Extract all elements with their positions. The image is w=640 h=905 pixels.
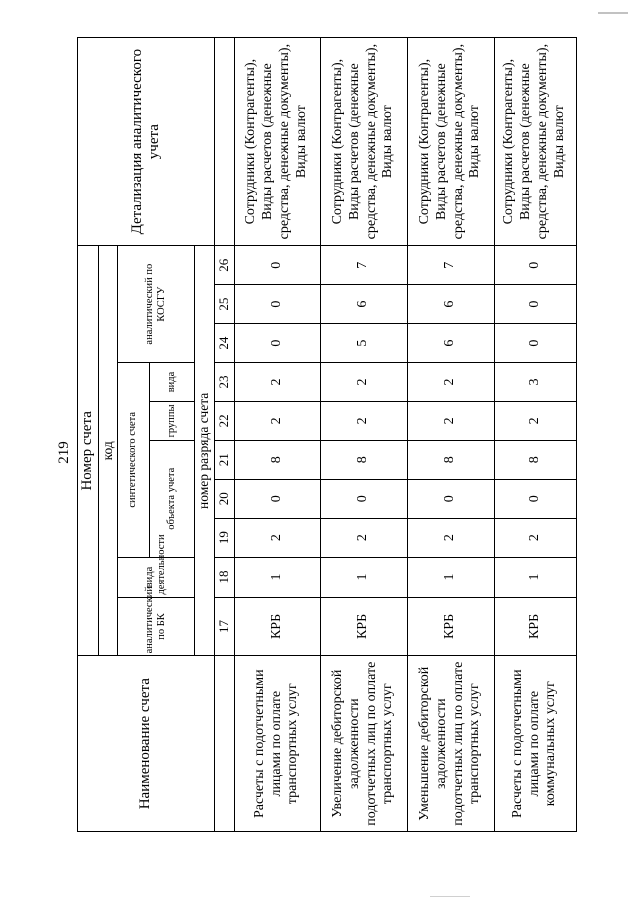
row-d19: 2 [494,518,576,557]
row-d18: 1 [234,557,320,597]
row-d25: 6 [407,285,494,324]
row-d18: 1 [494,557,576,597]
row-d19: 2 [320,518,407,557]
row-detail: Сотрудники (Контрагенты), Виды расчетов (денежные средства, денежные документы), Виды валют [494,38,576,246]
header-analytic-kosgu: аналитический по КОСГУ [117,246,194,363]
row-d20: 0 [320,479,407,518]
row-account-name: Уменьшение дебиторской задолженности подотчетных лиц по оплате транспортных услуг [407,656,494,832]
row-d19: 2 [407,518,494,557]
row-d22: 2 [407,401,494,440]
page-number-text: 219 [55,440,72,464]
header-analytic-bk: аналитический по БК [117,597,194,656]
accounts-table-frame [77,37,567,832]
row-d26: 7 [320,246,407,285]
row-d21: 8 [234,440,320,479]
row-d21: 8 [494,440,576,479]
row-d18: 1 [407,557,494,597]
digit-blank-right [214,38,234,246]
row-bk: КРБ [407,597,494,656]
digit-19: 19 [214,518,234,557]
row-d26: 0 [234,246,320,285]
row-d26: 7 [407,246,494,285]
row-account-name: Расчеты с подотчетными лицами по оплате транспортных услуг [234,656,320,832]
header-code: код [99,246,118,656]
header-account-name: Наименование счета [78,656,215,832]
row-d23: 2 [320,363,407,402]
row-d22: 2 [234,401,320,440]
row-detail: Сотрудники (Контрагенты), Виды расчетов (денежные средства, денежные документы), Виды валют [234,38,320,246]
row-d24: 0 [234,324,320,363]
header-synthetic: синтетического счета [117,363,149,558]
row-d25: 0 [494,285,576,324]
table-row [494,38,576,832]
digit-blank-left [214,656,234,832]
row-d21: 8 [407,440,494,479]
row-d23: 2 [407,363,494,402]
accounts-table-rotated [77,37,567,832]
digit-17: 17 [214,597,234,656]
header-analytics-detail: Детализация аналитического учета [78,38,215,246]
header-activity-type: вида деятельности [117,557,194,597]
row-account-name: Расчеты с подотчетными лицами по оплате коммунальных услуг [494,656,576,832]
row-d23: 3 [494,363,576,402]
digit-23: 23 [214,363,234,402]
row-d20: 0 [494,479,576,518]
digit-20: 20 [214,479,234,518]
table-row [320,38,407,832]
digit-numbers-row [214,38,234,832]
row-bk: КРБ [494,597,576,656]
digit-26: 26 [214,246,234,285]
row-detail: Сотрудники (Контрагенты), Виды расчетов (денежные средства, денежные документы), Виды валют [320,38,407,246]
page-number [54,442,74,462]
row-d22: 2 [320,401,407,440]
digit-24: 24 [214,324,234,363]
digit-25: 25 [214,285,234,324]
row-d24: 6 [407,324,494,363]
header-account-object: объекта учета [149,440,194,557]
row-d21: 8 [320,440,407,479]
digit-18: 18 [214,557,234,597]
scan-artifact [598,12,628,14]
row-d20: 0 [234,479,320,518]
row-d25: 0 [234,285,320,324]
row-d22: 2 [494,401,576,440]
row-d25: 6 [320,285,407,324]
row-bk: КРБ [234,597,320,656]
digit-22: 22 [214,401,234,440]
row-d19: 2 [234,518,320,557]
header-group: группы [149,401,194,440]
row-d18: 1 [320,557,407,597]
header-digit-number: номер разряда счета [194,246,214,656]
digit-21: 21 [214,440,234,479]
row-detail: Сотрудники (Контрагенты), Виды расчетов (денежные средства, денежные документы), Виды валют [407,38,494,246]
table-row [234,38,320,832]
row-d23: 2 [234,363,320,402]
scan-artifact [430,896,470,897]
row-d24: 0 [494,324,576,363]
row-d20: 0 [407,479,494,518]
table-row [407,38,494,832]
row-d24: 5 [320,324,407,363]
header-row-1 [78,38,99,832]
row-d26: 0 [494,246,576,285]
header-kind: вида [149,363,194,402]
header-account-number: Номер счета [78,246,99,656]
row-account-name: Увеличение дебиторской задолженности подотчетных лиц по оплате транспортных услуг [320,656,407,832]
row-bk: КРБ [320,597,407,656]
accounts-table [77,37,577,832]
